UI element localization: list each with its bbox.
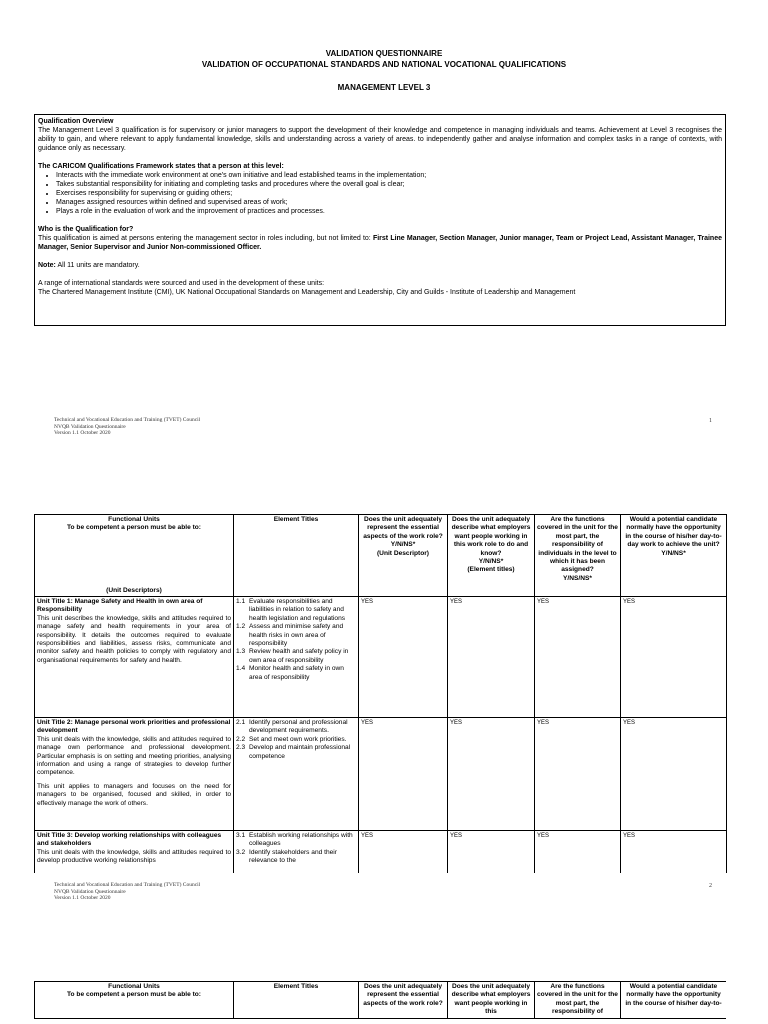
overview-heading: Qualification Overview bbox=[38, 118, 114, 125]
answer-cell[interactable]: YES bbox=[535, 831, 621, 874]
element-item bbox=[236, 598, 356, 623]
header-element-titles-text: Element Titles bbox=[273, 516, 319, 523]
unit-descriptor-cell bbox=[35, 831, 234, 874]
table-header-row bbox=[35, 982, 727, 1019]
page-number-2: 2 bbox=[709, 883, 712, 889]
question-1-text: Does the unit adequately represent the essential aspects of the work role? bbox=[363, 516, 443, 540]
element-text: Establish working relationships with colleagues bbox=[249, 832, 353, 848]
element-number: 1.1 bbox=[236, 598, 246, 605]
table-row bbox=[35, 597, 727, 718]
who-heading: Who is the Qualification for? bbox=[38, 226, 134, 233]
standards-list: The Chartered Management Institute (CMI), UK National Occupational Standards on Management and Leadership, City and Guilds - Institute of Leadership and Management bbox=[38, 289, 576, 296]
standards-intro: A range of international standards were sourced and used in the development of these units: bbox=[38, 280, 325, 287]
answer-cell[interactable]: YES bbox=[448, 718, 535, 831]
who-body bbox=[38, 234, 722, 252]
footer-line-3: Version 1.1 October 2020 bbox=[54, 895, 111, 901]
question-2-text: Does the unit adequately describe what employers want people working in this work role to do and know? bbox=[451, 516, 531, 557]
header-question-1 bbox=[359, 515, 448, 597]
functional-units-table-continued bbox=[34, 981, 726, 1019]
question-1-yn: Y/N/NS* bbox=[390, 541, 416, 549]
unit-description: This unit describes the knowledge, skills and attitudes required to manage safety and health requirements in your area of responsibility. It details the outcomes required to evaluate responsibilities and liabilities, assess risks, communicate and monitor safety and health policies to comply with regulatory and organisational requirements for safety and health. bbox=[37, 614, 231, 664]
element-text: Assess and minimise safety and health risks in own area of responsibility bbox=[249, 623, 344, 648]
note-text: All 11 units are mandatory. bbox=[55, 262, 140, 269]
element-text: Monitor health and safety in own area of responsibility bbox=[249, 665, 344, 681]
element-item bbox=[236, 736, 356, 744]
element-text: Identify stakeholders and their relevance to the bbox=[249, 848, 337, 865]
unit-title: Unit Title 1: Manage Safety and Health in own area of Responsibility bbox=[37, 598, 203, 614]
question-4-text: Would a potential candidate normally have the opportunity in the course of his/her day-to- bbox=[625, 983, 722, 1007]
header-functional-units bbox=[35, 515, 234, 597]
question-2-yn: Y/N/NS* bbox=[478, 558, 504, 566]
element-item bbox=[236, 719, 356, 736]
question-2-sub: (Element titles) bbox=[467, 566, 515, 574]
header-functional-units-subtitle: To be competent a person must be able to: bbox=[67, 991, 201, 999]
header-functional-units-title: Functional Units bbox=[108, 983, 160, 990]
note bbox=[38, 261, 722, 270]
answer-cell[interactable]: YES bbox=[535, 718, 621, 831]
answer-cell[interactable]: YES bbox=[359, 831, 448, 874]
functional-units-table bbox=[34, 514, 727, 873]
unit-title: Unit Title 2: Manage personal work priorities and professional development bbox=[37, 719, 231, 735]
element-number: 2.2 bbox=[236, 735, 246, 743]
question-2-text: Does the unit adequately describe what employers want people working in this bbox=[451, 983, 531, 1016]
caricom-bullet: • Exercises responsibility for supervising or guiding others; bbox=[56, 189, 722, 198]
document-title bbox=[0, 48, 768, 93]
answer-cell[interactable]: YES bbox=[621, 597, 727, 718]
element-item bbox=[236, 832, 356, 849]
header-element-titles bbox=[234, 515, 359, 597]
element-item bbox=[236, 744, 356, 761]
answer-cell[interactable]: YES bbox=[359, 597, 448, 718]
question-3-yn: Y/NS/NS* bbox=[563, 574, 592, 582]
title-line-2: VALIDATION OF OCCUPATIONAL STANDARDS AND NATIONAL VOCATIONAL QUALIFICATIONS bbox=[201, 60, 567, 69]
header-question-4 bbox=[621, 515, 727, 597]
footer-line-1: Technical and Vocational Education and Training (TVET) Council bbox=[54, 417, 201, 423]
unit-description-2: This unit applies to managers and focuses on the need for managers to be organised, focused and skilled, in order to effectively manage the work of others. bbox=[37, 782, 231, 807]
element-titles-cell bbox=[234, 718, 359, 831]
footer-line-2: NVQB Validation Questionnaire bbox=[54, 888, 126, 895]
header-element-titles-text: Element Titles bbox=[273, 983, 319, 990]
who-body-text: This qualification is aimed at persons entering the management sector in roles including, but not limited to: bbox=[38, 235, 371, 242]
element-item bbox=[236, 623, 356, 648]
question-4-text: Would a potential candidate normally have the opportunity in the course of his/her day-to-day work to achieve the unit? bbox=[625, 516, 722, 549]
overview-body: The Management Level 3 qualification is for supervisory or junior managers to support the development of their knowledge and competence in managing individuals and teams. Achievement at Level 3 recognises the ability to gain, and where relevant to apply fundamental knowledge, skills and understanding across a variety of areas. to independently gather and analyse information and complex tasks in a range of contexts, with guidance only as necessary. bbox=[38, 127, 722, 152]
caricom-bullet: • Manages assigned resources within defined and supervised areas of work; bbox=[56, 198, 722, 207]
header-question-2 bbox=[448, 982, 535, 1019]
element-item bbox=[236, 648, 356, 665]
page-number-1: 1 bbox=[709, 418, 712, 424]
unit-description: This unit deals with the knowledge, skills and attitudes required to develop productive working relationships bbox=[37, 848, 231, 865]
caricom-bullet: • Plays a role in the evaluation of work and the improvement of practices and processes. bbox=[56, 207, 722, 216]
table-header-row bbox=[35, 515, 727, 597]
question-1-sub: (Unit Descriptor) bbox=[376, 549, 430, 557]
element-number: 2.3 bbox=[236, 744, 246, 752]
element-text: Identify personal and professional development requirements. bbox=[249, 719, 348, 735]
answer-cell[interactable]: YES bbox=[535, 597, 621, 718]
answer-cell[interactable]: YES bbox=[359, 718, 448, 831]
header-functional-units bbox=[35, 982, 234, 1019]
footer-line-2: NVQB Validation Questionnaire bbox=[54, 423, 126, 430]
unit-descriptor-cell bbox=[35, 718, 234, 831]
caricom-bullet: • Takes substantial responsibility for initiating and completing tasks and procedures where the overall goal is clear; bbox=[56, 180, 722, 189]
answer-cell[interactable]: YES bbox=[621, 718, 727, 831]
question-3-text: Are the functions covered in the unit for the most part, the responsibility of bbox=[537, 983, 618, 1016]
header-functional-units-title: Functional Units bbox=[108, 516, 160, 523]
table-row bbox=[35, 831, 727, 874]
header-question-4 bbox=[621, 982, 727, 1019]
element-text: Set and meet own work priorities. bbox=[249, 735, 347, 743]
caricom-heading: The CARICOM Qualifications Framework states that a person at this level: bbox=[38, 163, 284, 170]
footer-line-3: Version 1.1 October 2020 bbox=[54, 430, 111, 436]
element-number: 1.3 bbox=[236, 648, 246, 656]
note-label: Note: bbox=[38, 262, 56, 269]
element-number: 1.2 bbox=[236, 623, 246, 631]
element-item bbox=[236, 665, 356, 682]
unit-title: Unit Title 3: Develop working relationships with colleagues and stakeholders bbox=[37, 832, 222, 848]
question-1-text: Does the unit adequately represent the essential aspects of the work role? bbox=[363, 983, 443, 1007]
element-number: 1.4 bbox=[236, 665, 246, 673]
page-1-footer bbox=[54, 417, 200, 437]
title-line-3: MANAGEMENT LEVEL 3 bbox=[337, 83, 431, 92]
page-2-footer bbox=[54, 882, 200, 902]
question-4-yn: Y/N/NS* bbox=[661, 549, 686, 557]
table-row bbox=[35, 718, 727, 831]
element-number: 3.1 bbox=[236, 832, 246, 839]
title-line-1: VALIDATION QUESTIONNAIRE bbox=[325, 49, 443, 58]
element-titles-clip bbox=[236, 832, 356, 872]
header-element-titles bbox=[234, 982, 359, 1019]
header-functional-units-subtitle: To be competent a person must be able to: bbox=[67, 524, 201, 532]
answer-cell[interactable]: YES bbox=[448, 831, 535, 874]
element-text: Review health and safety policy in own area of responsibility bbox=[249, 648, 349, 664]
who-roles: First Line Manager, Section Manager, Junior manager, Team or Project Lead, Assistant Manager, Trainee Manager, Senior Supervisor and Junior Non-commissioned Officer. bbox=[38, 235, 722, 251]
caricom-bullet: • Interacts with the immediate work environment at one's own initiative and lead established teams in the implementation; bbox=[56, 171, 722, 180]
header-unit-descriptors: (Unit Descriptors) bbox=[106, 586, 162, 594]
element-number: 2.1 bbox=[236, 719, 246, 726]
element-text: Evaluate responsibilities and liabilities in relation to safety and health legislation and regulations bbox=[249, 598, 346, 622]
header-question-3 bbox=[535, 515, 621, 597]
question-3-text: Are the functions covered in the unit for the most part, the responsibility of individuals in the level to which it has been assigned? bbox=[537, 516, 618, 574]
answer-cell[interactable]: YES bbox=[448, 597, 535, 718]
header-question-3 bbox=[535, 982, 621, 1019]
unit-descriptor-clip bbox=[37, 832, 231, 872]
element-titles-cell bbox=[234, 597, 359, 718]
header-question-2 bbox=[448, 515, 535, 597]
header-question-1 bbox=[359, 982, 448, 1019]
page-3-table-clip bbox=[34, 981, 726, 1024]
footer-line-1: Technical and Vocational Education and Training (TVET) Council bbox=[54, 882, 201, 888]
qualification-overview-box bbox=[34, 114, 726, 326]
answer-cell[interactable]: YES bbox=[621, 831, 727, 874]
caricom-bullet-list bbox=[38, 171, 722, 216]
element-number: 3.2 bbox=[236, 848, 246, 856]
element-item bbox=[236, 849, 356, 866]
element-titles-cell bbox=[234, 831, 359, 874]
element-text: Develop and maintain professional competence bbox=[249, 744, 351, 760]
unit-description: This unit deals with the knowledge, skills and attitudes required to manage own performance and professional development. Particular emphasis is on setting and meeting priorities, analysing information and using a range of strategies to develop further competence. bbox=[37, 735, 231, 777]
unit-descriptor-cell bbox=[35, 597, 234, 718]
